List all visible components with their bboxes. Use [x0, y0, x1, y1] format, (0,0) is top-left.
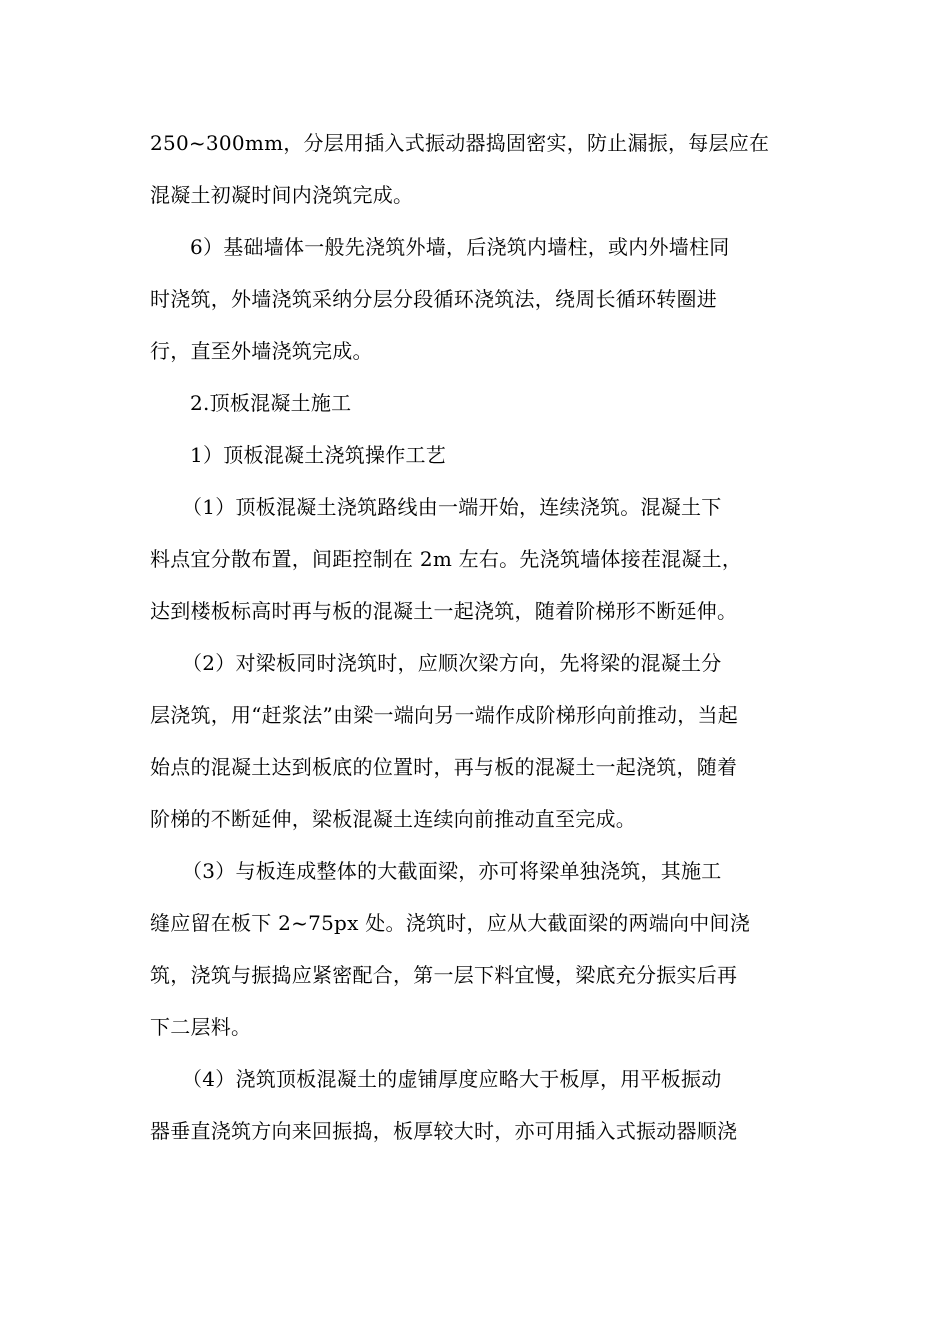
- subsection-heading: 1）顶板混凝土浇筑操作工艺: [190, 443, 446, 467]
- text-line: 达到楼板标高时再与板的混凝土一起浇筑，随着阶梯形不断延伸。: [150, 599, 738, 623]
- text-line: 6）基础墙体一般先浇筑外墙，后浇筑内墙柱，或内外墙柱同: [190, 235, 730, 259]
- body-text: [150, 117, 800, 1157]
- text-line: 下二层料。: [150, 1015, 252, 1039]
- text-line: 混凝土初凝时间内浇筑完成。: [150, 183, 414, 207]
- text-line: 250~300mm，分层用插入式振动器捣固密实，防止漏振，每层应在: [150, 131, 770, 155]
- text-line: 始点的混凝土达到板底的位置时，再与板的混凝土一起浇筑，随着: [150, 755, 738, 779]
- text-line: （2）对梁板同时浇筑时，应顺次梁方向，先将梁的混凝土分: [182, 651, 722, 675]
- text-line: 层浇筑，用“赶浆法”由梁一端向另一端作成阶梯形向前推动，当起: [150, 703, 738, 727]
- text-line: 器垂直浇筑方向来回振捣，板厚较大时，亦可用插入式振动器顺浇: [150, 1119, 738, 1143]
- text-line: 缝应留在板下 2~75px 处。浇筑时，应从大截面梁的两端向中间浇: [150, 911, 750, 935]
- text-line: （3）与板连成整体的大截面梁，亦可将梁单独浇筑，其施工: [182, 859, 722, 883]
- text-line: 筑，浇筑与振捣应紧密配合，第一层下料宜慢，梁底充分振实后再: [150, 963, 738, 987]
- text-line: 时浇筑，外墙浇筑采纳分层分段循环浇筑法，绕周长循环转圈进: [150, 287, 717, 311]
- text-line: （1）顶板混凝土浇筑路线由一端开始，连续浇筑。混凝土下: [182, 495, 722, 519]
- text-line: 料点宜分散布置，间距控制在 2m 左右。先浇筑墙体接茬混凝土，: [150, 547, 743, 571]
- section-heading: 2.顶板混凝土施工: [190, 391, 352, 415]
- text-line: 行，直至外墙浇筑完成。: [150, 339, 373, 363]
- text-line: 阶梯的不断延伸，梁板混凝土连续向前推动直至完成。: [150, 807, 636, 831]
- text-line: （4）浇筑顶板混凝土的虚铺厚度应略大于板厚，用平板振动: [182, 1067, 722, 1091]
